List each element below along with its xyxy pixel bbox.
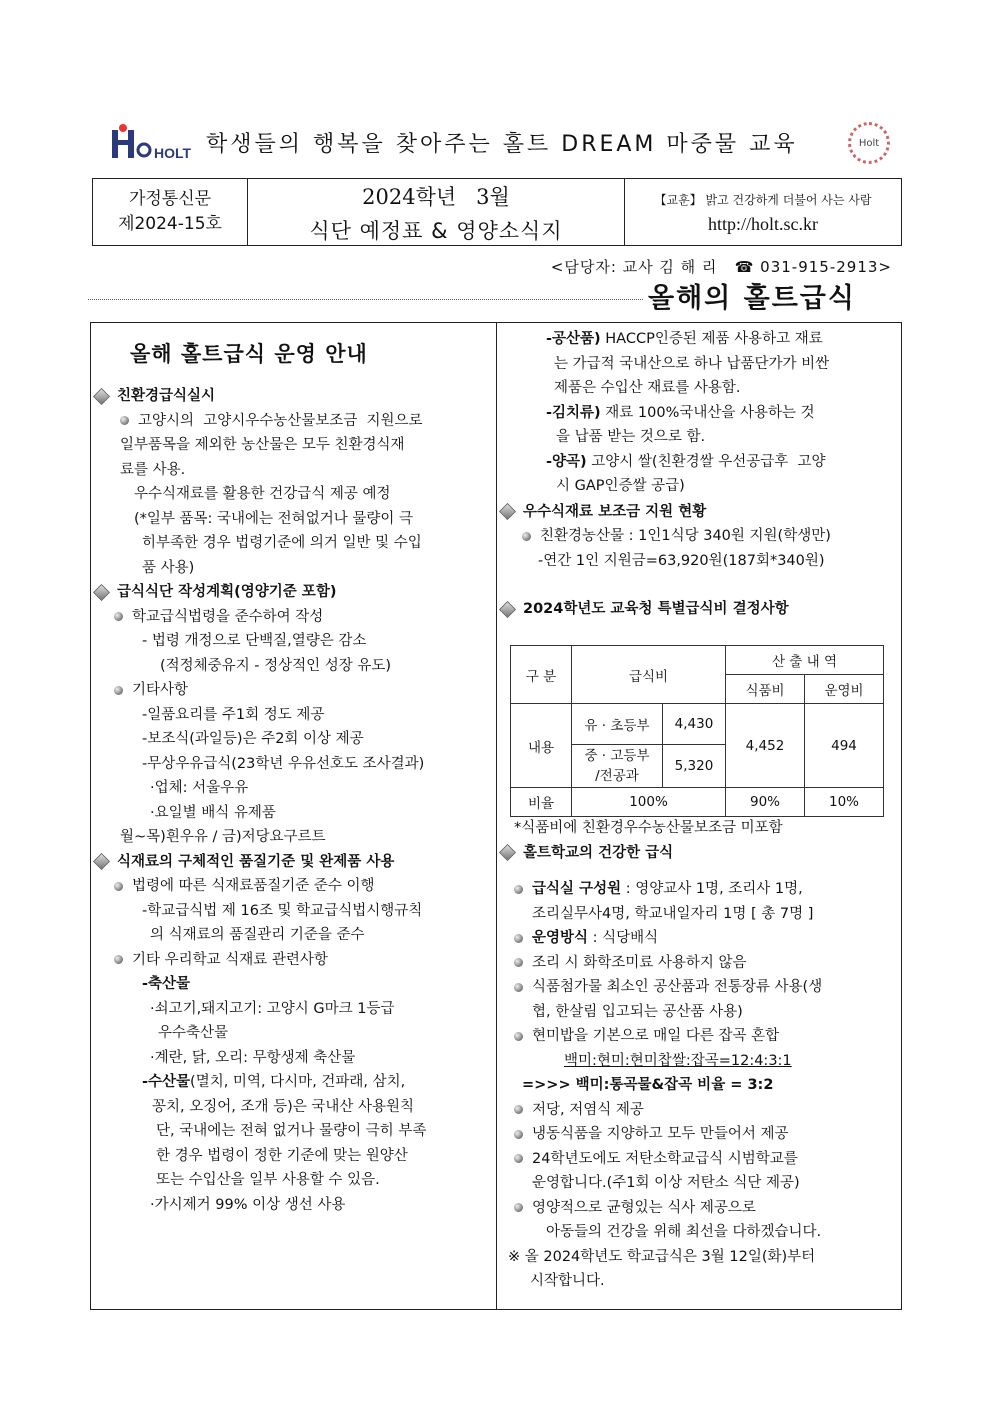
holt-logo <box>110 122 192 162</box>
list-item: 우수축산물 <box>158 1025 229 1041</box>
section-special-fee: 2024학년도 교육청 특별급식비 결정사항 <box>500 597 900 622</box>
list-item: 시작합니다. <box>530 1273 605 1289</box>
contact-info: <담당자: 교사 김 해 리 ☎ 031-915-2913> <box>550 258 892 276</box>
list-item: 냉동식품을 지양하고 모두 만들어서 제공 <box>500 1122 900 1147</box>
banner <box>110 118 890 166</box>
cube-icon <box>499 601 516 618</box>
list-item: 의 식재료의 품질관리 기준을 준수 <box>150 927 365 943</box>
cube-icon <box>93 584 110 601</box>
list-item: 현미밥을 기본으로 매일 다른 잡곡 혼합 <box>500 1024 900 1049</box>
list-item: 료를 사용. <box>120 461 186 478</box>
ratio-total: 100% <box>572 788 726 817</box>
list-item: 고양시의 고양시우수농산물보조금 지원으로 <box>94 409 494 434</box>
bullet-icon <box>514 885 523 894</box>
list-item: 24학년도에도 저탄소학교급식 시범학교를 <box>500 1147 900 1172</box>
list-item: 영양적으로 균형있는 식사 제공으로 <box>500 1196 900 1221</box>
cube-icon <box>93 853 110 870</box>
list-item: 운영합니다.(주1회 이상 저탄소 식단 제공) <box>532 1175 800 1191</box>
title-line1: 2024학년 3월 <box>362 185 510 209</box>
bullet-icon <box>514 934 523 943</box>
list-item: 식품첨가물 최소인 공산품과 전통장류 사용(생 <box>500 975 900 1000</box>
bullet-icon <box>514 1130 523 1139</box>
fee-table <box>510 645 884 817</box>
cube-icon <box>499 844 516 861</box>
list-item: 을 납품 받는 것으로 함. <box>556 429 706 445</box>
slogan: 학생들의 행복을 찾아주는 홀트 DREAM 마중물 교육 <box>206 131 798 157</box>
section-eco: 친환경급식실시 <box>94 384 494 409</box>
list-item: -보조식(과일등)은 주2회 이상 제공 <box>142 731 364 747</box>
th-food: 식품비 <box>726 675 805 704</box>
cell-elem: 유 · 초등부 <box>572 704 663 745</box>
list-item: 친환경농산물 : 1인1식당 340원 지원(학생만) <box>500 524 900 549</box>
cell-food: 4,452 <box>726 704 805 788</box>
cell-operation: 494 <box>805 704 884 788</box>
list-item: -양곡) 고양시 쌀(친환경쌀 우선공급후 고양 <box>546 453 826 470</box>
list-item: 히부족한 경우 법령기준에 의거 일반 및 수입 <box>142 535 422 551</box>
list-item: -무상우유급식(23학년 우유선호도 조사결과) <box>142 755 425 772</box>
header-box <box>92 178 902 246</box>
note: *식품비에 친환경우수농산물보조금 미포함 <box>514 820 783 836</box>
section-subsidy: 우수식재료 보조금 지원 현황 <box>500 500 900 525</box>
holt-badge-icon: Holt <box>848 122 890 164</box>
school-url[interactable]: http://holt.sc.kr <box>708 214 818 234</box>
bullet-icon <box>514 1154 523 1163</box>
list-item: 아동들의 건강을 위해 최선을 다하겠습니다. <box>546 1224 822 1240</box>
ratio-op: 10% <box>805 788 884 817</box>
issue-number: 제2024-15호 <box>118 214 222 234</box>
list-item: 제품은 수입산 재료를 사용함. <box>554 380 741 396</box>
list-item: -김치류) 재료 100%국내산을 사용하는 것 <box>546 404 815 421</box>
list-item: ·업체: 서울우유 <box>150 780 249 796</box>
list-item: -학교급식법 제 16조 및 학교급식법시행규칙 <box>142 902 423 919</box>
bullet-icon <box>114 882 123 891</box>
column-divider <box>496 322 497 1310</box>
bullet-icon <box>514 1105 523 1114</box>
list-item: 꽁치, 오징어, 조개 등)은 국내산 사용원칙 <box>152 1098 415 1115</box>
list-item: -일품요리를 주1회 정도 제공 <box>142 706 325 723</box>
row-label: 내용 <box>511 704 572 788</box>
th-meal-fee: 급식비 <box>572 646 726 704</box>
list-item: (*일부 품목: 국내에는 전혀없거나 물량이 극 <box>134 510 413 527</box>
list-item: 백미:현미:현미찹쌀:잡곡=12:4:3:1 <box>564 1052 792 1069</box>
bullet-icon <box>514 958 523 967</box>
dotted-divider <box>88 299 643 300</box>
list-item: 법령에 따른 식재료품질기준 준수 이행 <box>94 874 494 899</box>
section-menu-plan: 급식식단 작성계획(영양기준 포함) <box>94 580 494 605</box>
list-item: 학교급식법령을 준수하여 작성 <box>94 605 494 630</box>
list-item: 품 사용) <box>142 559 195 576</box>
list-item: 기타사항 <box>94 678 494 703</box>
list-item: =>>> 백미:통곡물&잡곡 비율 = 3:2 <box>522 1077 774 1093</box>
newsletter-label: 가정통신문 <box>128 189 212 209</box>
list-item: 기타 우리학교 식재료 관련사항 <box>94 948 494 973</box>
left-title: 올해 홀트급식 운영 안내 <box>130 342 368 366</box>
list-item: ·요일별 배식 유제품 <box>150 804 276 821</box>
list-item: 협, 한살림 입고되는 공산품 사용) <box>532 1003 743 1020</box>
list-item: ·계란, 닭, 오리: 무항생제 축산물 <box>150 1049 356 1066</box>
section-healthy: 홀트학교의 건강한 급식 <box>500 841 900 866</box>
list-item: 한 경우 법령이 정한 기준에 맞는 원양산 <box>156 1147 408 1164</box>
list-item: ·가시제거 99% 이상 생선 사용 <box>150 1196 346 1213</box>
cell-mid: 중 · 고등부 /전공과 <box>572 745 663 788</box>
bullet-icon <box>114 955 123 964</box>
list-item: 월~목)흰우유 / 금)저당요구르트 <box>120 829 326 845</box>
left-column <box>94 384 494 1217</box>
bullet-icon <box>514 1203 523 1212</box>
cube-icon <box>499 503 516 520</box>
list-item: ·쇠고기,돼지고기: 고양시 G마크 1등급 <box>150 1000 395 1017</box>
ratio-food: 90% <box>726 788 805 817</box>
list-item: 단, 국내에는 전혀 없거나 물량이 극히 부족 <box>156 1123 427 1139</box>
list-item: 또는 수입산을 일부 사용할 수 있음. <box>156 1172 380 1188</box>
list-item: (적정체중유지 - 정상적인 성장 유도) <box>160 657 392 674</box>
list-item: 저당, 저염식 제공 <box>500 1098 900 1123</box>
list-item: 는 가급적 국내산으로 하나 납품단가가 비싼 <box>554 355 830 372</box>
list-item: 급식실 구성원 : 영양교사 1명, 조리사 1명, <box>500 877 900 902</box>
title-line2: 식단 예정표 & 영양소식지 <box>309 219 563 243</box>
ratio-label: 비율 <box>511 788 572 817</box>
list-item: 시 GAP인증쌀 공급) <box>556 478 685 494</box>
section-quality: 식재료의 구체적인 품질기준 및 완제품 사용 <box>94 850 494 875</box>
bullet-icon <box>120 416 129 425</box>
th-operation: 운영비 <box>805 675 884 704</box>
list-item: 조리실무사4명, 학교내일자리 1명 [ 총 7명 ] <box>532 905 814 922</box>
list-item: - 법령 개정으로 단백질,열량은 감소 <box>142 633 367 649</box>
bullet-icon <box>514 1032 523 1041</box>
cube-icon <box>93 388 110 405</box>
cell-elem-fee: 4,430 <box>663 704 726 745</box>
right-column-lower <box>500 816 900 1294</box>
page-title: 올해의 홀트급식 <box>648 283 856 314</box>
list-item: 운영방식 : 식당배식 <box>500 926 900 951</box>
bullet-icon <box>514 983 523 992</box>
bullet-icon <box>522 532 531 541</box>
list-item: -수산물(멸치, 미역, 다시마, 건파래, 삼치, <box>142 1074 406 1090</box>
logo-text: HOLT <box>154 145 192 161</box>
list-item: -공산품) HACCP인증된 제품 사용하고 재료 <box>546 331 823 347</box>
bullet-icon <box>114 686 123 695</box>
list-item: -연간 1인 지원금=63,920원(187회*340원) <box>538 552 825 569</box>
list-item: ※ 올 2024학년도 학교급식은 3월 12일(화)부터 <box>508 1248 816 1265</box>
th-breakdown: 산 출 내 역 <box>726 646 884 675</box>
bullet-icon <box>114 612 123 621</box>
cell-mid-fee: 5,320 <box>663 745 726 788</box>
list-item: -축산물 <box>142 976 191 992</box>
school-motto: 【교훈】 밝고 건강하게 더불어 사는 사람 <box>654 193 872 207</box>
list-item: 조리 시 화학조미료 사용하지 않음 <box>500 951 900 976</box>
list-item: 우수식재료를 활용한 건강급식 제공 예정 <box>134 486 391 502</box>
right-column <box>500 327 900 622</box>
th-category: 구 분 <box>511 646 572 704</box>
list-item: 일부품목을 제외한 농산물은 모두 친환경식재 <box>120 437 405 453</box>
